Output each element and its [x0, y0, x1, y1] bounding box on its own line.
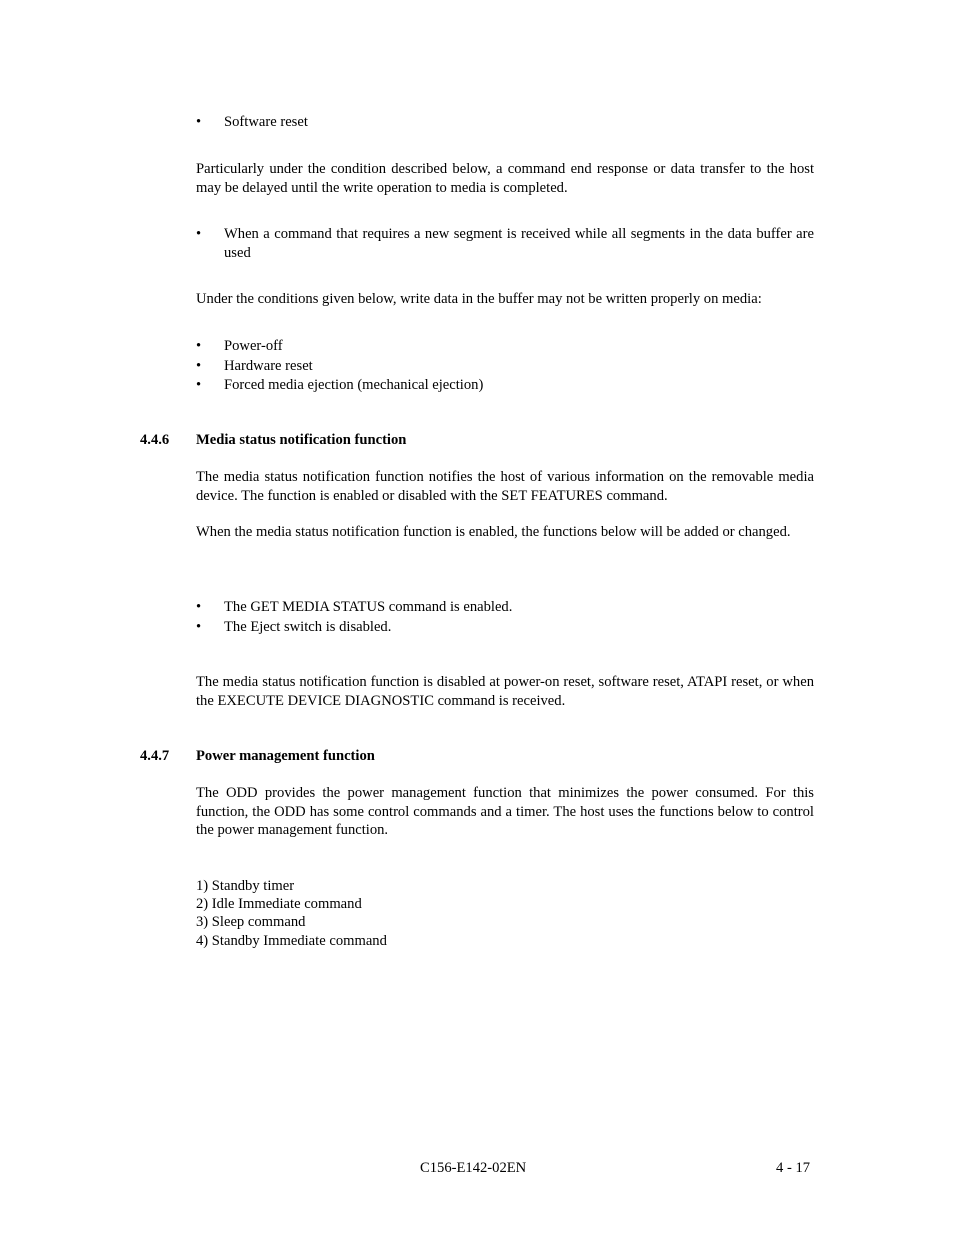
bullet-text: The Eject switch is disabled. — [224, 619, 392, 635]
paragraph-write-conditions: Under the conditions given below, write data in the buffer may not be written properly on media: — [196, 291, 762, 307]
list-item — [196, 376, 814, 395]
list-item: 4) Standby Immediate command — [196, 933, 387, 949]
bullet-text: Power-off — [224, 338, 283, 354]
section-heading: Media status notification function — [196, 432, 407, 448]
bullet-icon: • — [196, 338, 202, 354]
paragraph-write-delay: Particularly under the condition described below, a command end response or data transfer to the host may be delayed until the write operation to media is completed. — [196, 161, 814, 196]
list-item — [196, 618, 814, 637]
list-item: 3) Sleep command — [196, 914, 306, 930]
bullet-text: Forced media ejection (mechanical ejection) — [224, 377, 484, 393]
footer-page-number: 4 - 17 — [776, 1160, 811, 1176]
footer-doc-id: C156-E142-02EN — [420, 1160, 527, 1176]
bullet-icon: • — [196, 599, 202, 615]
list-item — [196, 357, 814, 376]
bullet-icon: • — [196, 358, 202, 374]
section-heading: Power management function — [196, 748, 375, 764]
list-item — [196, 225, 814, 263]
section-number: 4.4.6 — [140, 432, 170, 448]
paragraph: The media status notification function is disabled at power-on reset, software reset, ATAPI reset, or when the EXECUTE DEVICE DIAGNOSTIC command is received. — [196, 674, 814, 709]
list-item — [196, 598, 814, 617]
bullet-text: When a command that requires a new segment is received while all segments in the data buffer are used — [224, 226, 814, 261]
bullet-icon: • — [196, 226, 202, 242]
bullet-icon: • — [196, 377, 202, 393]
list-item: 1) Standby timer — [196, 878, 295, 894]
paragraph: When the media status notification function is enabled, the functions below will be added or changed. — [196, 524, 791, 540]
bullet-icon: • — [196, 619, 202, 635]
list-item — [196, 113, 814, 132]
bullet-text: Software reset — [224, 114, 308, 130]
bullet-text: Hardware reset — [224, 358, 313, 374]
paragraph: The media status notification function notifies the host of various information on the removable media device. The function is enabled or disabled with the SET FEATURES command. — [196, 469, 814, 504]
paragraph: The ODD provides the power management function that minimizes the power consumed. For this function, the ODD has some control commands and a timer. The host uses the functions below to control the power management function. — [196, 785, 814, 839]
bullet-text: The GET MEDIA STATUS command is enabled. — [224, 599, 513, 615]
section-number: 4.4.7 — [140, 748, 170, 764]
list-item — [196, 337, 814, 356]
bullet-icon: • — [196, 114, 202, 130]
list-item: 2) Idle Immediate command — [196, 896, 362, 912]
